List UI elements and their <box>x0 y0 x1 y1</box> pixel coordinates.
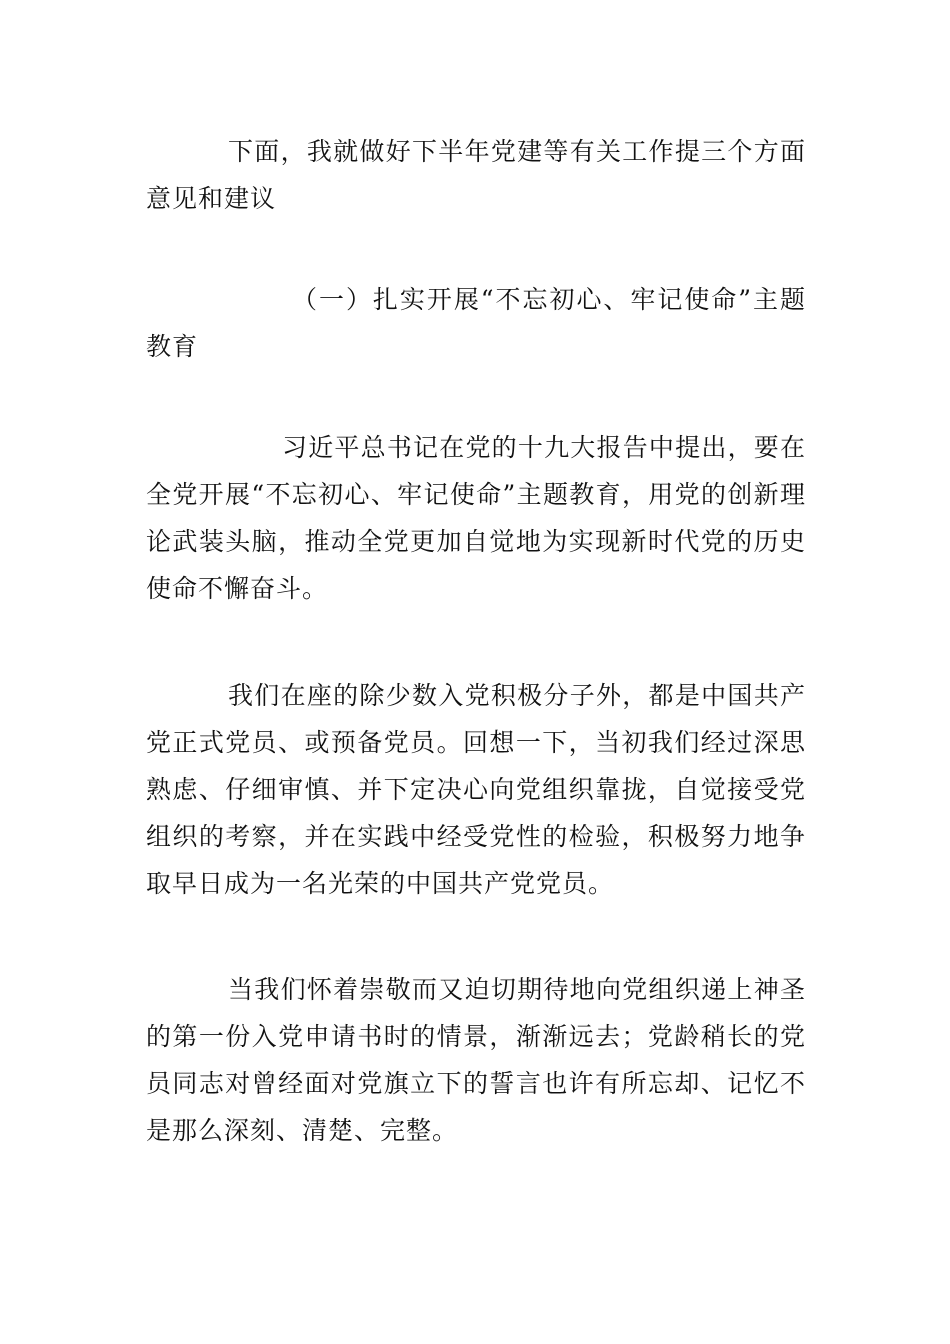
paragraph-body-3: 当我们怀着崇敬而又迫切期待地向党组织递上神圣的第一份入党申请书时的情景，渐渐远去；党龄稍长的党员同志对曾经面对党旗立下的誓言也许有所忘却、记忆不是那么深刻、清楚、完整。 <box>146 975 806 1145</box>
paragraph-body-1: 习近平总书记在党的十九大报告中提出，要在全党开展“不忘初心、牢记使命”主题教育，用党的创新理论武装头脑，推动全党更加自觉地为实现新时代党的历史使命不懈奋斗。 <box>146 433 806 603</box>
paragraph-body-2: 我们在座的除少数入党积极分子外，都是中国共产党正式党员、或预备党员。回想一下，当初我们经过深思熟虑、仔细审慎、并下定决心向党组织靠拢，自觉接受党组织的考察，并在实践中经受党性的检验，积极努力地争取早日成为一名光荣的中国共产党党员。 <box>146 681 806 898</box>
paragraph-intro: 下面，我就做好下半年党建等有关工作提三个方面意见和建议 <box>146 137 806 213</box>
section-heading: （一）扎实开展“不忘初心、牢记使命”主题教育 <box>146 285 806 361</box>
